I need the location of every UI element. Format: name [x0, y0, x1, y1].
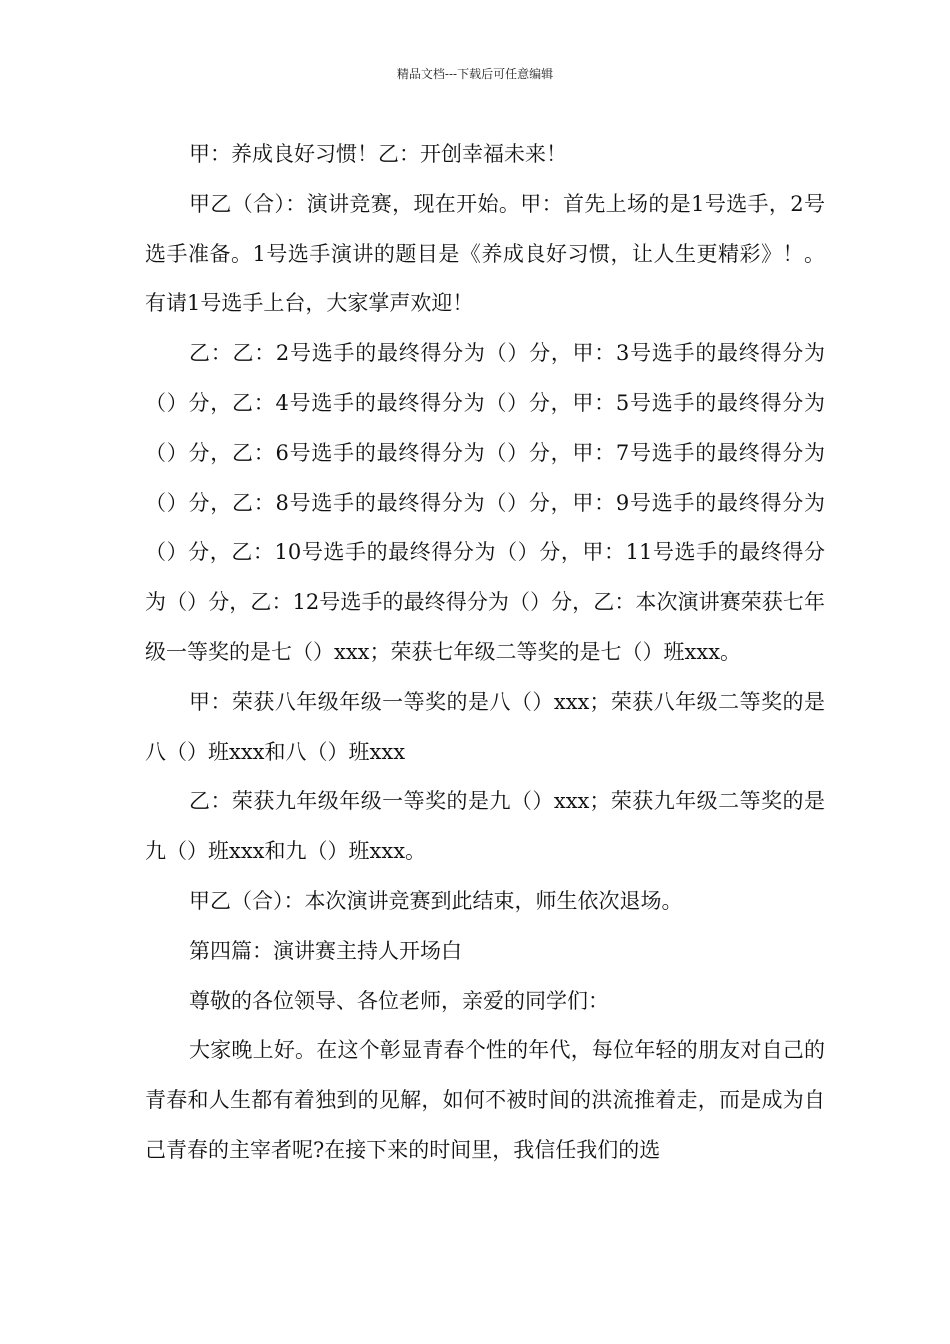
paragraph-9: 大家晚上好。在这个彰显青春个性的年代，每位年轻的朋友对自己的青春和人生都有着独到的见解，如何不被时间的洪流推着走，而是成为自己青春的主宰者呢?在接下来的时间里，我信任我们的选 [145, 1038, 825, 1162]
document-body [145, 130, 825, 1176]
paragraph-2: 甲乙（合）：演讲竞赛，现在开始。甲：首先上场的是1号选手，2号选手准备。1号选手演讲的题目是《养成良好习惯，让人生更精彩》！。有请1号选手上台，大家掌声欢迎！ [145, 191, 825, 316]
paragraph-3: 乙：乙：2号选手的最终得分为（）分，甲：3号选手的最终得分为（）分，乙：4号选手的最终得分为（）分，甲：5号选手的最终得分为（）分，乙：6号选手的最终得分为（）分，甲：7号选手的最终得分为（）分，乙：8号选手的最终得分为（）分，甲：9号选手的最终得分为（）分，乙：10号选手的最终得分为（）分，甲：11号选手的最终得分为（）分，乙：12号选手的最终得分为（）分，乙：本次演讲赛荣获七年级一等奖的是七（）xxx；荣获七年级二等奖的是七（）班xxx。 [145, 341, 825, 664]
paragraph-5: 乙：荣获九年级年级一等奖的是九（）xxx；荣获九年级二等奖的是九（）班xxx和九（）班xxx。 [145, 789, 825, 864]
section-heading: 第四篇：演讲赛主持人开场白 [189, 938, 462, 963]
paragraph-6: 甲乙（合）：本次演讲竞赛到此结束，师生依次退场。 [189, 888, 683, 913]
paragraph-1: 甲：养成良好习惯！乙：开创幸福未来！ [189, 142, 567, 166]
paragraph-4: 甲：荣获八年级年级一等奖的是八（）xxx；荣获八年级二等奖的是八（）班xxx和八（）班xxx [145, 689, 825, 764]
page-header: 精品文档---下载后可任意编辑 [396, 67, 554, 81]
salutation: 尊敬的各位领导、各位老师，亲爱的同学们： [189, 988, 609, 1013]
